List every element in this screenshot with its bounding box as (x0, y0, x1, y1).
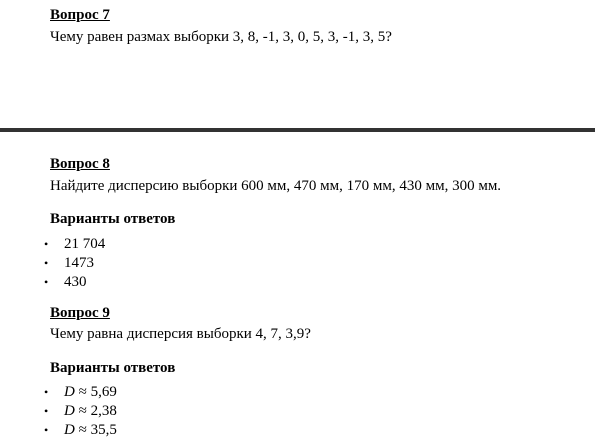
bullet-icon: • (44, 423, 49, 437)
option-value: 1473 (64, 255, 94, 271)
option-value: 21 704 (64, 236, 106, 252)
bullet-icon: • (44, 275, 49, 289)
question-8-text: Найдите дисперсию выборки 600 мм, 470 мм, 170 мм, 430 мм, 300 мм. (50, 178, 502, 194)
option-approx-value: ≈ 35,5 (74, 422, 117, 438)
option-approx-value: ≈ 2,38 (74, 403, 117, 419)
bullet-icon: • (44, 256, 49, 270)
bullet-icon: • (44, 237, 49, 251)
question-8-title: Вопрос 8 (50, 156, 110, 172)
bullet-icon: • (44, 404, 49, 418)
question-9-title: Вопрос 9 (50, 305, 110, 321)
section-divider (0, 128, 595, 132)
option-value (64, 402, 117, 421)
question-7-text: Чему равен размах выборки 3, 8, -1, 3, 0, 5, 3, -1, 3, 5? (50, 29, 392, 45)
question-7-title: Вопрос 7 (50, 7, 110, 23)
option-value (64, 421, 117, 440)
option-variable: D (64, 403, 75, 419)
option-variable: D (64, 422, 75, 438)
option-value: 430 (64, 274, 87, 290)
question-9-options-heading: Варианты ответов (50, 360, 176, 376)
option-approx-value: ≈ 5,69 (74, 384, 117, 400)
option-variable: D (64, 384, 75, 400)
option-value (64, 383, 117, 402)
bullet-icon: • (44, 385, 49, 399)
question-9-text: Чему равна дисперсия выборки 4, 7, 3,9? (50, 326, 311, 342)
question-8-options-heading: Варианты ответов (50, 211, 176, 227)
